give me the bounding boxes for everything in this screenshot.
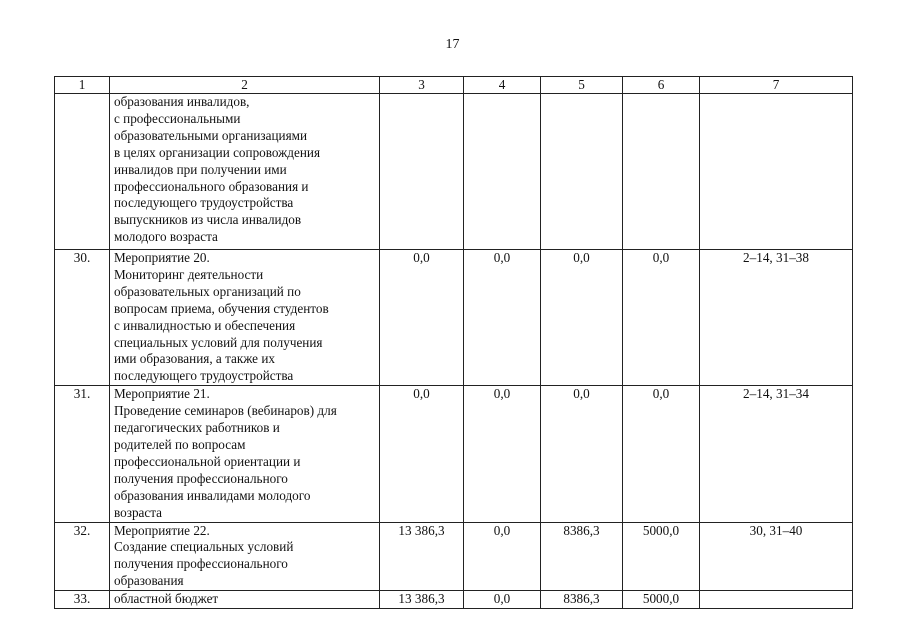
description-line: педагогических работников и (114, 420, 280, 436)
description-line: образования инвалидами молодого (114, 487, 311, 503)
program-activities-table (54, 76, 853, 609)
value-cell-col3 (380, 94, 464, 250)
value-cell-col5 (541, 94, 623, 250)
description-line: инвалидов при получении ими (114, 161, 287, 177)
value-cell-col6: 0,0 (623, 250, 700, 386)
description-line: Проведение семинаров (вебинаров) для (114, 403, 337, 419)
row-number-cell: 32. (55, 522, 110, 591)
indicator-ref-cell: 2–14, 31–34 (700, 386, 853, 522)
column-header: 3 (380, 77, 464, 94)
row-number-cell: 30. (55, 250, 110, 386)
page-number: 17 (445, 37, 460, 52)
description-line: вопросам приема, обучения студентов (114, 300, 329, 316)
value-cell-col6: 0,0 (623, 386, 700, 522)
activity-description-cell (110, 94, 380, 250)
activity-description-cell (110, 522, 380, 591)
table-row (55, 591, 853, 609)
description-line: Создание специальных условий (114, 539, 294, 555)
value-cell-col4: 0,0 (464, 591, 541, 609)
value-cell-col5: 0,0 (541, 386, 623, 522)
description-line: с инвалидностью и обеспечения (114, 317, 296, 333)
description-line: выпускников из числа инвалидов (114, 212, 302, 228)
table-row (55, 94, 853, 250)
description-line: получения профессионального (114, 556, 288, 572)
description-line: образования (114, 573, 184, 589)
column-header: 4 (464, 77, 541, 94)
value-cell-col3: 0,0 (380, 250, 464, 386)
description-line: родителей по вопросам (114, 436, 246, 452)
description-line: Мероприятие 22. (114, 522, 210, 538)
value-cell-col6: 5000,0 (623, 591, 700, 609)
value-cell-col5: 8386,3 (541, 591, 623, 609)
value-cell-col5: 8386,3 (541, 522, 623, 591)
activity-description-cell (110, 386, 380, 522)
table-row (55, 250, 853, 386)
description-line: специальных условий для получения (114, 334, 323, 350)
indicator-ref-cell: 2–14, 31–38 (700, 250, 853, 386)
table-row (55, 386, 853, 522)
column-header: 7 (700, 77, 853, 94)
description-line: образовательными организациями (114, 127, 308, 143)
table-header-row (55, 77, 853, 94)
row-number-cell: 33. (55, 591, 110, 609)
column-header: 6 (623, 77, 700, 94)
value-cell-col4: 0,0 (464, 386, 541, 522)
description-line: образовательных организаций по (114, 283, 301, 299)
description-line: профессионального образования и (114, 178, 309, 194)
column-header: 5 (541, 77, 623, 94)
indicator-ref-cell (700, 94, 853, 250)
description-line: ими образования, а также их (114, 351, 275, 367)
description-line: получения профессионального (114, 470, 288, 486)
indicator-ref-cell: 30, 31–40 (700, 522, 853, 591)
value-cell-col5: 0,0 (541, 250, 623, 386)
value-cell-col3: 13 386,3 (380, 522, 464, 591)
description-line: в целях организации сопровождения (114, 144, 321, 160)
description-line: с профессиональными (114, 110, 241, 126)
indicator-ref-cell (700, 591, 853, 609)
value-cell-col4: 0,0 (464, 250, 541, 386)
activity-description-cell (110, 591, 380, 609)
row-number-cell (55, 94, 110, 250)
description-line: областной бюджет (114, 591, 219, 607)
description-line: последующего трудоустройства (114, 368, 294, 384)
description-line: последующего трудоустройства (114, 195, 294, 211)
description-line: Мероприятие 20. (114, 250, 210, 265)
value-cell-col6 (623, 94, 700, 250)
column-header: 1 (55, 77, 110, 94)
value-cell-col4: 0,0 (464, 522, 541, 591)
column-header: 2 (110, 77, 380, 94)
value-cell-col6: 5000,0 (623, 522, 700, 591)
table-row (55, 522, 853, 591)
activity-description-cell (110, 250, 380, 386)
description-line: Мониторинг деятельности (114, 266, 264, 282)
description-line: образования инвалидов, (114, 94, 250, 109)
description-line: молодого возраста (114, 229, 218, 245)
value-cell-col3: 0,0 (380, 386, 464, 522)
description-line: возраста (114, 504, 163, 520)
value-cell-col4 (464, 94, 541, 250)
row-number-cell: 31. (55, 386, 110, 522)
value-cell-col3: 13 386,3 (380, 591, 464, 609)
description-line: профессиональной ориентации и (114, 453, 301, 469)
description-line: Мероприятие 21. (114, 386, 210, 402)
